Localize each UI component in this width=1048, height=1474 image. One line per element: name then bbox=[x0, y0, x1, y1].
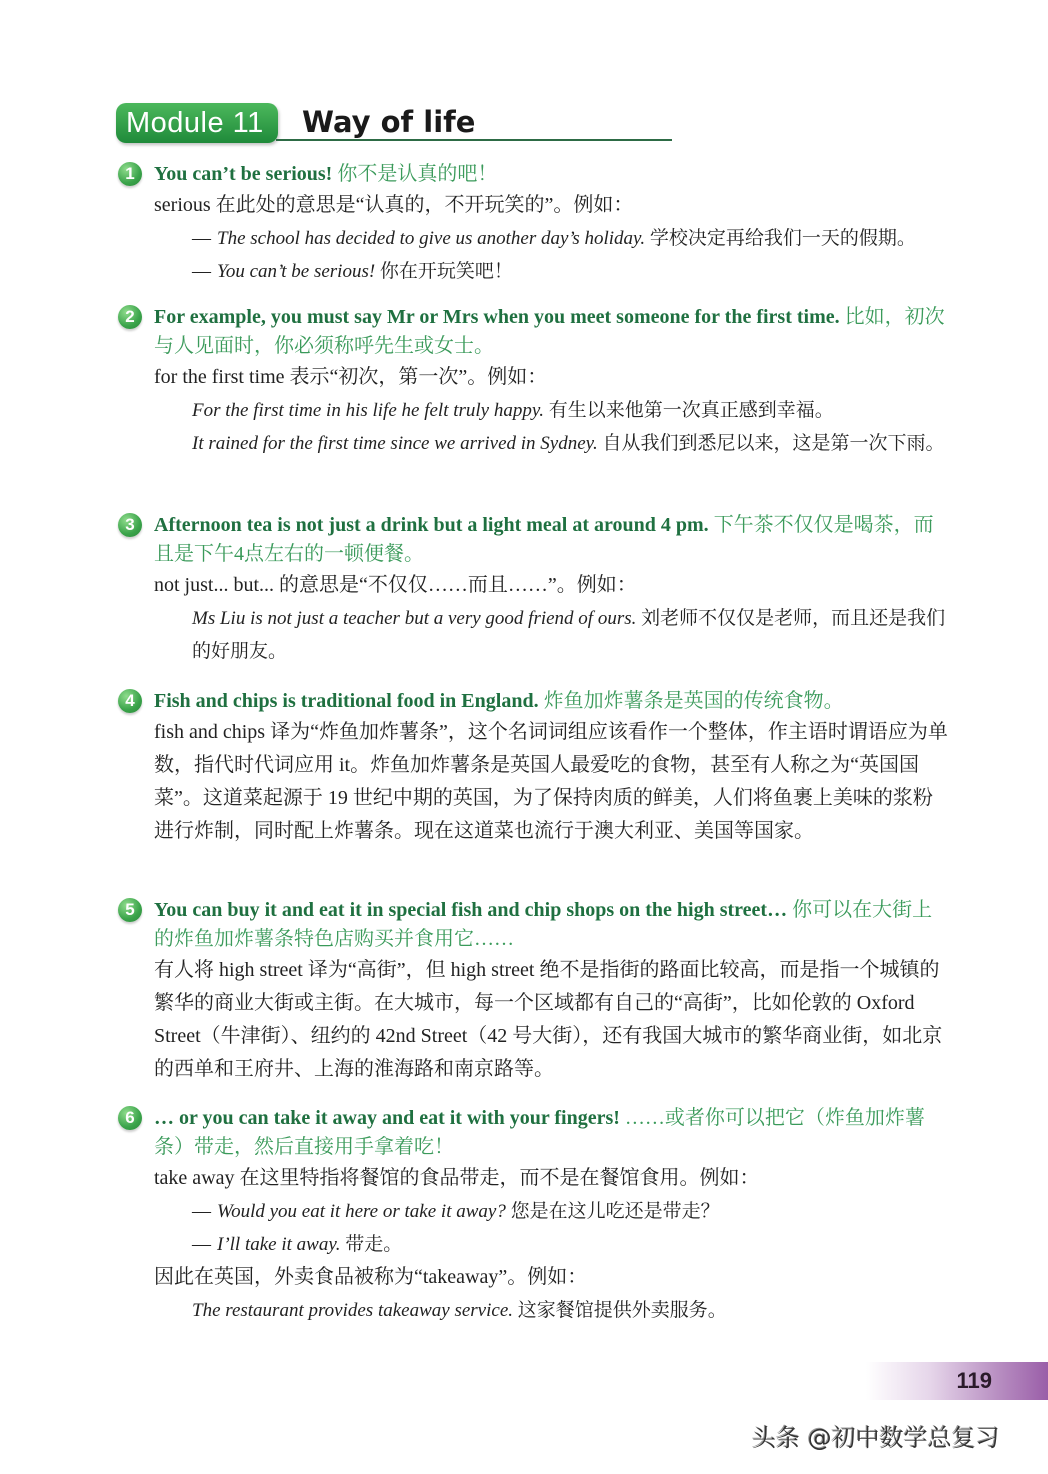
number-4-icon: 4 bbox=[118, 689, 142, 713]
number-2-icon: 2 bbox=[118, 305, 142, 329]
page-number: 119 bbox=[956, 1368, 992, 1393]
watermark: 头条 @初中数学总复习 bbox=[752, 1424, 1000, 1452]
note-heading: Afternoon tea is not just a drink but a light meal at around 4 pm. 下午茶不仅仅是喝茶，而且是下午4点左右的一顿便餐。 bbox=[154, 514, 934, 565]
note-section-6 bbox=[118, 1104, 948, 1327]
page-number-bar bbox=[866, 1362, 1048, 1400]
number-6-icon: 6 bbox=[118, 1106, 142, 1130]
note-heading: You can buy it and eat it in special fish and chip shops on the high street… 你可以在大街上的炸鱼加炸薯条特色店购买并食用它…… bbox=[154, 899, 933, 950]
example-sentence: For the first time in his life he felt truly happy. 有生以来他第一次真正感到幸福。 bbox=[192, 400, 834, 421]
note-heading: Fish and chips is traditional food in England. 炸鱼加炸薯条是英国的传统食物。 bbox=[154, 690, 844, 712]
example-sentence: — Would you eat it here or take it away? 您是在这儿吃还是带走？ bbox=[192, 1201, 720, 1222]
note-body: 有人将 high street 译为“高街”，但 high street 绝不是指街的路面比较高，而是指一个城镇的繁华的商业大街或主街。在大城市，每一个区域都有自己的“高街”，比如伦敦的 Oxford Street（牛津街）、纽约的 42nd Street（42 号大街），还有我国大城市的繁华商业街，如北京的西单和王府井、上海的淮海路和南京路等。 bbox=[154, 959, 943, 1080]
note-body: 因此在英国，外卖食品被称为“takeaway”。例如： bbox=[154, 1266, 588, 1288]
example-sentence: The restaurant provides takeaway service. 这家餐馆提供外卖服务。 bbox=[192, 1300, 727, 1321]
module-title: Way of life bbox=[302, 105, 476, 139]
note-body: take away 在这里特指将餐馆的食品带走，而不是在餐馆食用。例如： bbox=[154, 1167, 760, 1189]
note-heading bbox=[154, 160, 948, 189]
note-heading: For example, you must say Mr or Mrs when you meet someone for the first time. 比如，初次与人见面时，你必须称呼先生或女士。 bbox=[154, 306, 945, 357]
note-heading: … or you can take it away and eat it with your fingers! ……或者你可以把它（炸鱼加炸薯条）带走，然后直接用手拿着吃！ bbox=[154, 1107, 925, 1158]
example-sentence: — I’ll take it away. 带走。 bbox=[192, 1234, 403, 1255]
number-1-icon: 1 bbox=[118, 162, 142, 186]
note-body: fish and chips 译为“炸鱼加炸薯条”，这个名词词组应该看作一个整体，作主语时谓语应为单数，指代时代词应用 it。炸鱼加炸薯条是英国人最爱吃的食物，甚至有人称之为“英国国菜”。这道菜起源于 19 世纪中期的英国，为了保持肉质的鲜美，人们将鱼裹上美味的浆粉进行炸制，同时配上炸薯条。现在这道菜也流行于澳大利亚、美国等国家。 bbox=[154, 721, 948, 842]
note-section-5 bbox=[118, 896, 948, 1086]
example-sentence: — The school has decided to give us another day’s holiday. 学校决定再给我们一天的假期。 bbox=[192, 228, 916, 249]
heading-cn: 你不是认真的吧！ bbox=[332, 163, 498, 185]
note-section-2 bbox=[118, 303, 948, 460]
note-section-1 bbox=[118, 160, 948, 288]
example-sentence: Ms Liu is not just a teacher but a very good friend of ours. 刘老师不仅仅是老师，而且还是我们的好朋友。 bbox=[192, 608, 946, 662]
note-body: not just... but... 的意思是“不仅仅……而且……”。例如： bbox=[154, 574, 637, 596]
note-section-3 bbox=[118, 511, 948, 668]
number-3-icon: 3 bbox=[118, 513, 142, 537]
heading-en: You can’t be serious! bbox=[154, 163, 333, 185]
example-sentence: — You can’t be serious! 你在开玩笑吧！ bbox=[192, 261, 513, 282]
module-header bbox=[116, 103, 672, 143]
note-body: for the first time 表示“初次，第一次”。例如： bbox=[154, 366, 548, 388]
note-section-4 bbox=[118, 687, 948, 848]
example-sentence: It rained for the first time since we arrived in Sydney. 自从我们到悉尼以来，这是第一次下雨。 bbox=[192, 433, 945, 454]
module-badge: Module 11 bbox=[116, 103, 278, 143]
note-body: serious 在此处的意思是“认真的，不开玩笑的”。例如： bbox=[154, 194, 634, 216]
number-5-icon: 5 bbox=[118, 898, 142, 922]
